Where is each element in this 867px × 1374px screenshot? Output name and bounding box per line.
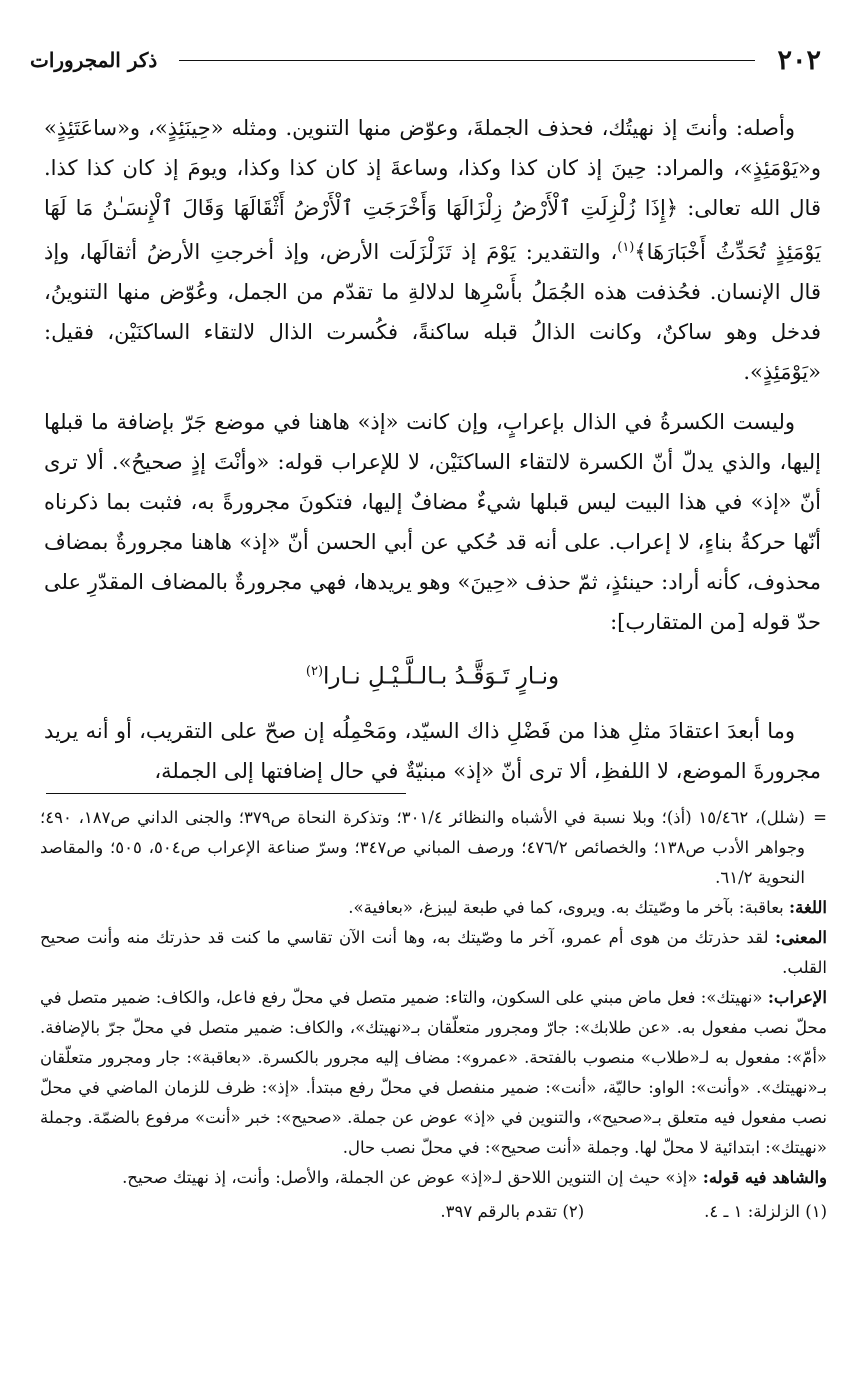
- footnote-text: لقد حذرتك من هوى أم عمرو، آخر ما وصّيتك به، وها أنت الآن تقاسي ما كنت قد حذرتك منه وأنت صحيح القلب.: [40, 928, 827, 977]
- footnotes: [40, 803, 827, 1227]
- header-rule: [179, 60, 755, 61]
- paragraph: [44, 108, 821, 392]
- footnote-text: بعاقبة: بآخر ما وصّيتك به. ويروى، كما في طبعة ليبزغ، «بعافية».: [348, 898, 784, 917]
- footnote-1: (١) الزلزلة: ١ ـ ٤.: [704, 1202, 827, 1221]
- footnote-ref: (١): [617, 240, 635, 255]
- footnote-text: (شلل)، ١٥/٤٦٢ (أذ)؛ وبلا نسبة في الأشباه والنظائر ٣٠١/٤؛ وتذكرة النحاة ص٣٧٩؛ والجنى الداني ص١٨٧، ٤٩٠؛ وجواهر الأدب ص١٣٨؛ والخصائص ٤٧٦/٢؛ ورصف المباني ص٣٤٧؛ وسرّ صناعة الإعراب ص٥٠٤، ٥٠٥؛ والمقاصد النحوية ٦١/٢.: [40, 808, 806, 887]
- footnote-separator: [46, 793, 406, 794]
- footnote-text: «إذ» حيث إن التنوين اللاحق لـ«إذ» عوض عن الجملة، والأصل: وأنت، إذ نهيتك صحيح.: [122, 1168, 698, 1187]
- poetry-verse: [44, 652, 821, 697]
- running-title: ذكر المجرورات: [30, 48, 158, 72]
- footnote-text: «نهيتك»: فعل ماض مبني على السكون، والتاء: ضمير متصل في محلّ رفع فاعل، والكاف: ضمير متصل في محلّ نصب مفعول به. «عن طلابك»: جارّ ومجرور متعلّقان بـ«نهيتك»، والكاف: ضمير متصل في محلّ جرّ بالإضافة. «أمّ»: مفعول به لـ«طلاب» منصوب بالفتحة. «عمرو»: مضاف إليه مجرور بالكسرة. «بعاقبة»: جار ومجرور متعلّقان بـ«نهيتك». «وأنت»: الواو: حاليّة، «أنت»: ضمير منفصل في محلّ رفع مبتدأ. «إذ»: ظرف للزمان الماضي في محلّ نصب مفعول فيه متعلق بـ«صحيح»، والتنوين في «إذ» عوض عن جملة. «صحيح»: خبر «أنت» مرفوع بالضمّة. وجملة «نهيتك»: ابتدائية لا محلّ لها. وجملة «أنت صحيح»: في محلّ نصب حال.: [40, 988, 827, 1157]
- main-text: [44, 108, 821, 801]
- footnote-maana: [40, 923, 827, 983]
- footnote-2: (٢) تقدم بالرقم ٣٩٧.: [440, 1202, 585, 1221]
- paragraph-text: ، والتقدير: يَوْمَ إذ تَزَلْزَلَت الأرض، وإذ أخرجتِ الأرضُ أثقالَها، وإذ قال الإنسان. فحُذفت هذه الجُمَلُ بأَسْرِها لدلالةِ ما تقدّم من الجمل، وعُوّض منها التنوينُ، فدخل وهو ساكنٌ، وكانت الذالُ قبله ساكنةً، فكُسرت الذال لالتقاء الساكنَيْن، فقيل: «يَوْمَئِذٍ».: [44, 240, 821, 384]
- footnote-label: المعنى:: [775, 928, 827, 947]
- footnote-label: والشاهد فيه قوله:: [702, 1168, 827, 1187]
- footnote-label: الإعراب:: [767, 988, 827, 1007]
- footnote-label: اللغة:: [789, 898, 827, 917]
- page-number: ٢٠٢: [777, 44, 821, 76]
- continuation-marker: =: [813, 808, 827, 827]
- footnote-continuation: [40, 803, 827, 893]
- page-header: [30, 40, 821, 80]
- footnote-shahid: [40, 1163, 827, 1193]
- verse-text: ونـارٍ تَـوَقَّـدُ بـالـلَّـيْـلِ نـارا: [323, 663, 560, 690]
- numbered-notes: [40, 1197, 827, 1227]
- paragraph-text: وأصله: وأنتَ إذ نهيتُك، فحذف الجملةَ، وعوّض منها التنوين. ومثله «حِينَئِذٍ»، و«ساعَتَئِذٍ» و«يَوْمَئِذٍ»، والمراد: حِينَ إذ كان كذا وكذا، وساعةَ إذ كان كذا وكذا، ويومَ إذ كان كذا كذا. قال الله تعالى: ﴿إِذَا زُلْزِلَتِ ٱلْأَرْضُ زِلْزَالَهَا وَأَخْرَجَتِ ٱلْأَرْضُ أَثْقَالَهَا وَقَالَ ٱلْإِنسَـٰنُ مَا لَهَا يَوْمَئِذٍ تُحَدِّثُ أَخْبَارَهَا﴾: [44, 116, 821, 264]
- paragraph: وليست الكسرةُ في الذال بإعرابٍ، وإن كانت «إذ» هاهنا في موضع جَرّ بإضافة ما قبلها إليها، والذي يدلّ أنّ الكسرة لالتقاء الساكنَيْن، لا للإعراب قوله: «وأنْتَ إذٍ صحيحُ». ألا ترى أنّ «إذ» في هذا البيت ليس قبلها شيءٌ مضافٌ إليها، فتكونَ مجرورةً به، فثبت بما ذكرناه أنّها حركةُ بناءٍ، لا إعراب. على أنه قد حُكي عن أبي الحسن أنّ «إذ» هاهنا مجرورةٌ بمضاف محذوف، كأنه أراد: حينئذٍ، ثمّ حذف «حِينَ» وهو يريدها، فهي مجرورةٌ بالمضاف المقدّرِ على حدّ قوله [من المتقارب]:: [44, 410, 821, 634]
- footnote-irab: [40, 983, 827, 1163]
- footnote-lugha: [40, 893, 827, 923]
- footnote-ref: (٢): [305, 664, 324, 679]
- paragraph: وما أبعدَ اعتقادَ مثلِ هذا من فَضْلِ ذاك السيّد، ومَحْمِلُه إن صحّ على التقريب، أو أنه يريد مجرورةَ الموضع، لا اللفظِ، ألا ترى أنّ «إذ» مبنيّةٌ في حال إضافتها إلى الجملة،: [44, 718, 821, 783]
